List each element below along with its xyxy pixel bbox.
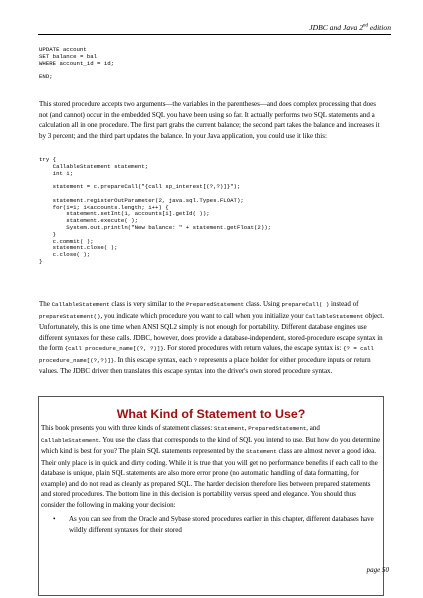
text: class are almost never a good idea. Their only place is in quick and dirty coding. While it is true that you will get no performance benefits if each call to the database is unique, plain SQL statements are also more error prone (no automatic handling of data formatting, for example) and do not read as cleanly as prepared SQL. The harder decision therefore lies between prepared statements and stored procedures. The bottom line in this decision is portability versus speed and elegance. You should thus consider the following in making your decision: (41, 447, 378, 509)
code-callable-statement: CallableStatement (305, 312, 364, 320)
sidebar-bullet-item (53, 514, 383, 535)
code-prepared-statement: PreparedStatement (248, 425, 307, 432)
text: This book presents you with three kinds of statement classes: (41, 424, 215, 432)
sidebar-box (38, 396, 384, 596)
code-block-sql: UPDATE account SET balance = bal WHERE account_id = id; END; (39, 46, 115, 81)
text: represents a place holder for either procedure inputs or return values. The JDBC driver then translates this escape syntax into the driver's own stored procedure syntax. (39, 355, 371, 375)
code-statement: Statement (246, 448, 277, 455)
code-placeholder: ? (193, 356, 198, 364)
text: . You use the class that corresponds to the kind of SQL you intend to use. But how do you determine which kind is best for you? The plain SQL statements represented by the (41, 435, 381, 455)
header-title-sup: nd (363, 23, 368, 29)
text: object. Unfortunately, this is one time when ANSI SQL2 simply is not enough for portability. Different database engines use different syntaxes for these calls. JDBC, however, does provide a database-independent, stored-procedure escape syntax in the form (39, 311, 384, 352)
sidebar-title: What Kind of Statement to Use? (116, 407, 306, 421)
header-title: JDBC and Java 2 (309, 23, 363, 32)
bullet-icon: • (53, 515, 56, 523)
code-call-syntax: {call procedure_name[(?, ?)]} (64, 345, 164, 352)
paragraph-intro: This stored procedure accepts two arguments—the variables in the parentheses—and does complex processing that does not (and cannot) occur in the embedded SQL you have been using so far. It actually performs two SQL statements and a calculation all in one procedure. The first part grabs the current balance; the second part takes the balance and increases it by 3 percent; and the third part updates the balance. In your Java application, you could use it like this: (39, 100, 380, 140)
code-callable-statement: CallableStatement (51, 301, 110, 308)
code-prepare-call: prepareCall( ) (281, 301, 330, 308)
text: class. Using (244, 300, 282, 308)
text: class is very similar to the (109, 300, 187, 308)
code-block-java: try { CallableStatement statement; int i; statement = c.prepareCall("{call sp_interest[(?,?)]}"); statement.registerOutParameter(2, java.sql.Types.FLOAT); for(i=1; i<accounts.length; i++) { statement.setInt(1, accounts[i].getId( )); statement.execute( ); System.out.println("New balance: " + statement.getFloat(2)); } c.commit( ); statement.close( ); c.close( ); } (39, 156, 272, 265)
code-prepared-statement: PreparedStatement (186, 301, 245, 308)
text: , (244, 424, 249, 432)
text: . For stored procedures with return values, the escape syntax is: (163, 344, 344, 352)
sidebar-paragraph (39, 423, 383, 510)
text: , and (306, 424, 320, 432)
header-rule (38, 34, 391, 35)
running-header (309, 23, 391, 32)
header-title-suffix: edition (368, 23, 391, 32)
bullet-text: As you can see from the Oracle and Sybase stored procedures earlier in this chapter, different databases have wildly different syntaxes for their stored (69, 515, 374, 534)
text: . In this escape syntax, each (114, 355, 194, 364)
page-number: page 50 (366, 566, 389, 574)
code-statement: Statement (214, 425, 245, 432)
code-return-syntax: {? = call procedure_name[(?,?)]} (39, 345, 374, 364)
code-callable-statement: CallableStatement (41, 436, 100, 444)
text: instead of (329, 300, 359, 308)
text: , you indicate which procedure you want to call when you initialize your (100, 311, 306, 320)
paragraph-callable (39, 299, 384, 377)
code-prepare-statement: prepareStatement() (39, 312, 101, 320)
text: The (39, 300, 52, 308)
